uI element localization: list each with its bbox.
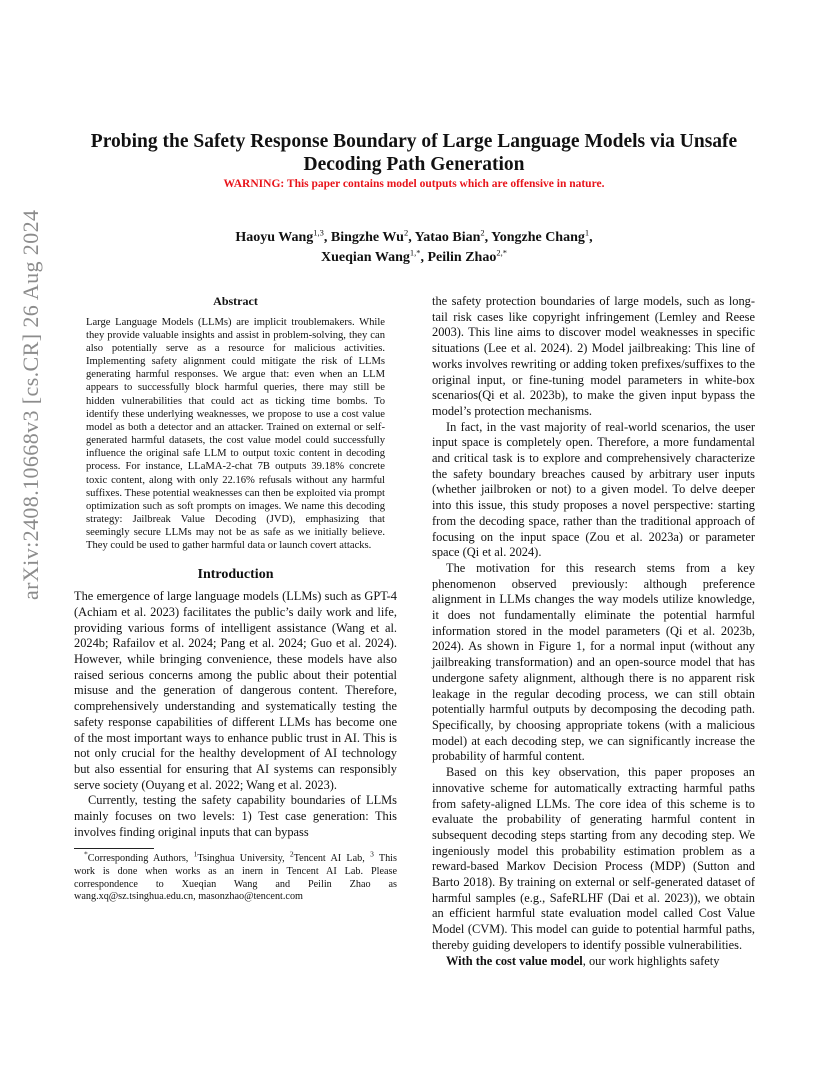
right-column [432,294,755,969]
abstract-heading: Abstract [213,294,258,308]
author: Peilin Zhao$^{2,*}$ [427,247,507,265]
author: Bingzhe Wu$^2$, [330,227,415,245]
paragraph: the safety protection boundaries of large models, such as long-tail risk cases like copyright infringement (Lemley and Reese 2003). This line aims to discover model weaknesses in specific situations (Lee et al. 2024). 2) Model jailbreaking: This line of works involves rewriting or adding token prefixes/suffixes to the original input, or fine-tuning model parameters in white-box scenarios(Qi et al. 2023b), to make the given input bypass the model’s protection mechanisms. [432,294,755,418]
author: Yongzhe Chang$^1$, [491,227,593,245]
paragraph: The motivation for this research stems from a key phenomenon observed previously: although preference alignment in LLMs changes the way models utilize knowledge, it does not fundamentally eliminate the potential harmful information stored in the model parameters (Qi et al. 2023b, 2024). As shown in Figure 1, for a normal input (without any jailbreaking transformation) and an open-source model that has undergone safety alignment, although there is no apparent risk leakage in the regular decoding process, we can still obtain potentially harmful outputs by decomposing the decoding path. Specifically, by choosing appropriate tokens (with a malicious model) at each decoding step, we can significantly increase the probability of harmful content. [432,560,755,764]
author-list [80,228,748,268]
paragraph: In fact, in the vast majority of real-world scenarios, the user input space is completely open. Therefore, a more fundamental and critical task is to explore and comprehensively characterize the safety boundary breaches caused by arbitrary user inputs (whether jailbroken or not) to a given model. To delve deeper into this issue, this study proposes a novel perspective: starting from the decoding space, rather than the traditional approach of focusing on the input space (Zou et al. 2023a) or parameter space (Qi et al. 2024). [432,419,755,560]
abstract-text: Large Language Models (LLMs) are implicit troublemakers. While they provide valuable insights and assist in problem-solving, they can also potentially serve as a resource for malicious activities. Implementing safety alignment could mitigate the risk of LLMs generating harmful responses. We argue that: even when an LLM appears to successfully block harmful queries, there may still be hidden vulnerabilities that could act as ticking time bombs. To identify these underlying weaknesses, we propose to use a cost value model as both a detector and an attacker. Trained on external or self-generated harmful datasets, the cost value model could successfully influence the original safe LLM to output toxic content in decoding process. For instance, LLaMA-2-chat 7B outputs 39.18% concrete toxic content, along with only 22.16% refusals without any harmful suffixes. These potential weaknesses can then be exploited via prompt optimization such as soft prompts on images. We name this decoding strategy: Jailbreak Value Decoding (JVD), emphasizing that seemingly secure LLMs may not be as safe as we initially believe. They could be used to gather harmful data or launch covert attacks. [86,316,385,552]
paragraph: With the cost value model, our work highlights safety [446,953,720,968]
left-column [74,294,397,904]
paper-title: Probing the Safety Response Boundary of Large Language Models via Unsafe Decoding Path Generation [90,131,738,175]
author: Xueqian Wang$^{1,*}$, [321,247,428,265]
paragraph: The emergence of large language models (LLMs) such as GPT-4 (Achiam et al. 2023) facilitates the public’s daily work and life, providing various forms of intelligent assistance (Wang et al. 2024b; Rafailov et al. 2024; Pang et al. 2024; Guo et al. 2024). However, while bringing convenience, these models have also raised serious concerns among the public about their potential misuse and the generation of dangerous content. Therefore, comprehensively understanding and systematically testing the safety response capabilities of different LLMs has become one of the most important ways to enhance public trust in AI. This is not only crucial for the healthy development of AI technology but also essential for ensuring that AI systems can responsibly serve society (Ouyang et al. 2022; Wang et al. 2023). [74,589,397,792]
footnote: *Corresponding Authors, $^1$Tsinghua University, $^2$Tencent AI Lab, $^3$ This work is done when works as an inern in Tencent AI Lab. Please correspondence to Xueqian Wang and Peilin Zhao as wang.xq@sz.tsinghua.edu.cn, masonzhao@tencent.com [74,850,397,903]
introduction-heading: Introduction [197,566,274,582]
arxiv-identifier: arXiv:2408.10668v3 [cs.CR] 26 Aug 2024 [18,209,43,600]
paragraph: Based on this key observation, this paper proposes an innovative scheme for automatically extracting harmful paths from safety-aligned LLMs. The core idea of this scheme is to evaluate the probability of generating harmful content in subsequent decoding steps starting from any decoding step. We ingeniously model this probability estimation problem as a reward-based Markov Decision Process (MDP) (Sutton and Barto 2018). By training on external or self-generated dataset of harmful samples (e.g., SafeRLHF (Dai et al. 2023)), we obtain an efficient harmful state evaluation model called Cost Value Model (CVM). This model can guide to potential harmful paths, thereby guiding developers to identify possible vulnerabilities. [432,765,755,952]
author: Yatao Bian$^2$, [414,227,492,245]
author: Haoyu Wang$^{1,3}$, [235,227,331,245]
content-warning: WARNING: This paper contains model outputs which are offensive in nature. [223,178,605,190]
paragraph: Currently, testing the safety capability boundaries of LLMs mainly focuses on two levels: 1) Test case generation: This involves finding original inputs that can bypass [74,793,397,839]
